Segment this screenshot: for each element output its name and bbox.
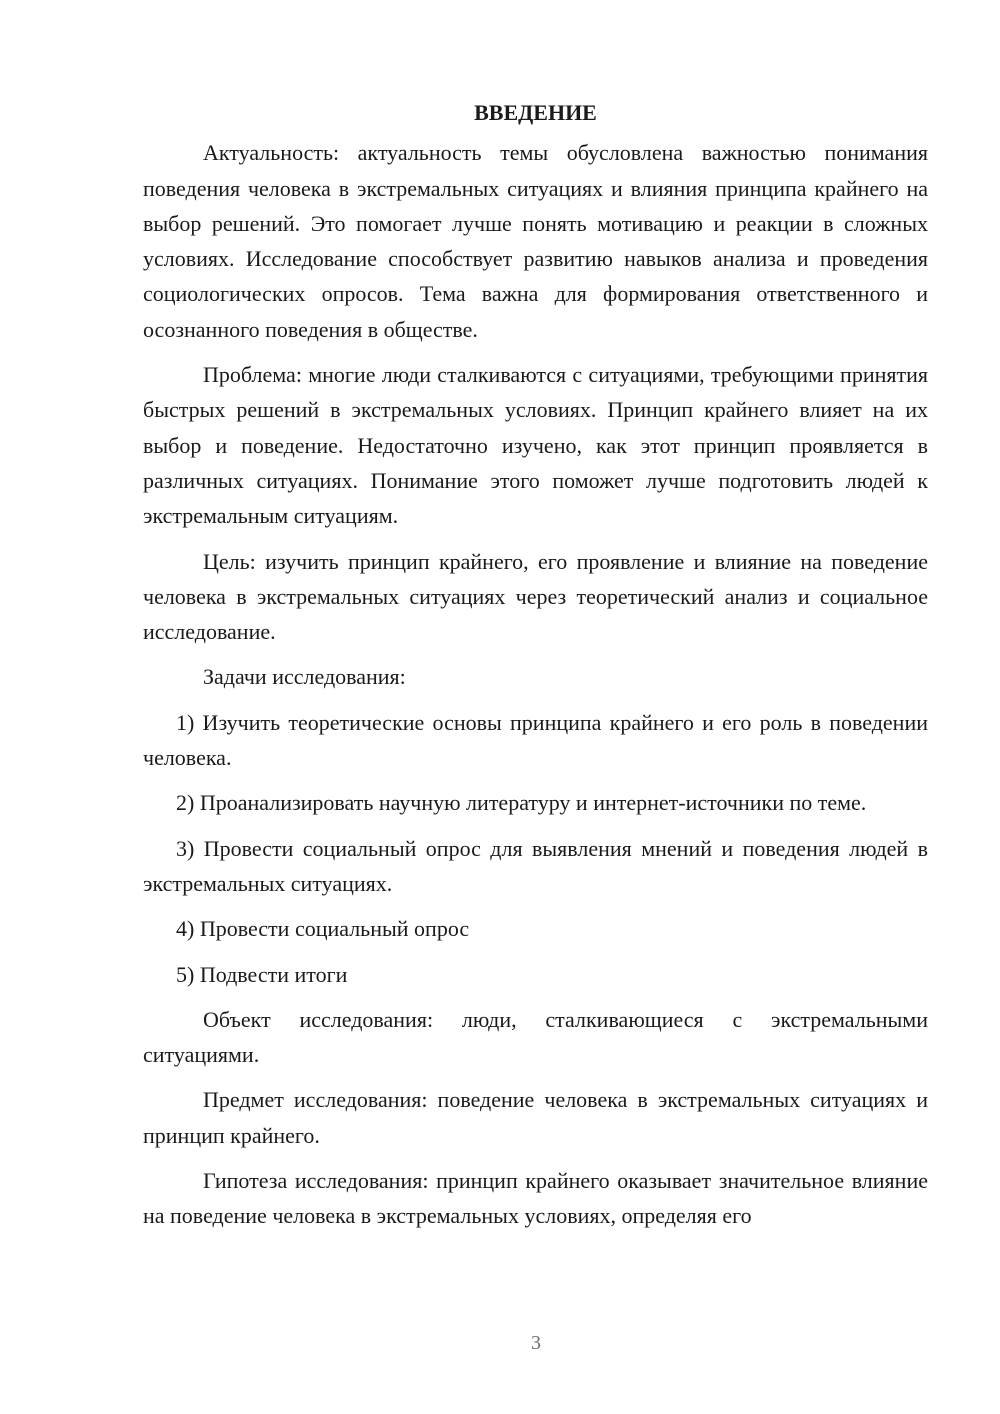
task-item-4: 4) Провести социальный опрос	[176, 916, 470, 942]
paragraph-tasks-heading: Задачи исследования:	[203, 664, 406, 690]
task-item-1: 1) Изучить теоретические основы принципа крайнего и его роль в поведении человека.	[143, 709, 928, 771]
task-item-2: 2) Проанализировать научную литературу и интернет-источники по теме.	[176, 790, 867, 816]
paragraph-hypothesis: Гипотеза исследования: принцип крайнего оказывает значительное влияние на поведение человека в экстремальных условиях, определяя его	[143, 1168, 928, 1229]
section-title: ВВЕДЕНИЕ	[474, 100, 597, 125]
page-content	[143, 95, 928, 1244]
task-item-5: 5) Подвести итоги	[176, 961, 348, 987]
paragraph-problem: Проблема: многие люди сталкиваются с ситуациями, требующими принятия быстрых решений в экстремальных условиях. Принцип крайнего влияет на их выбор и поведение. Недостаточно изучено, как этот принцип проявляется в различных ситуациях. Понимание этого поможет лучше подготовить людей к экстремальным ситуациям.	[143, 362, 928, 529]
task-item-3: 3) Провести социальный опрос для выявления мнений и поведения людей в экстремальных ситуациях.	[143, 835, 928, 896]
paragraph-relevance: Актуальность: актуальность темы обусловлена важностью понимания поведения человека в экстремальных ситуациях и влияния принципа крайнего на выбор решений. Это помогает лучше понять мотивацию и реакции в сложных условиях. Исследование способствует развитию навыков анализа и проведения социологических опросов. Тема важна для формирования ответственного и осознанного поведения в обществе.	[143, 140, 928, 342]
paragraph-object: Объект исследования: люди, сталкивающиеся с экстремальными ситуациями.	[143, 1006, 928, 1068]
paragraph-goal: Цель: изучить принцип крайнего, его проявление и влияние на поведение человека в экстремальных ситуациях через теоретический анализ и социальное исследование.	[143, 548, 928, 645]
paragraph-subject: Предмет исследования: поведение человека в экстремальных ситуациях и принцип крайнего.	[143, 1087, 928, 1148]
page-number: 3	[531, 1332, 541, 1354]
